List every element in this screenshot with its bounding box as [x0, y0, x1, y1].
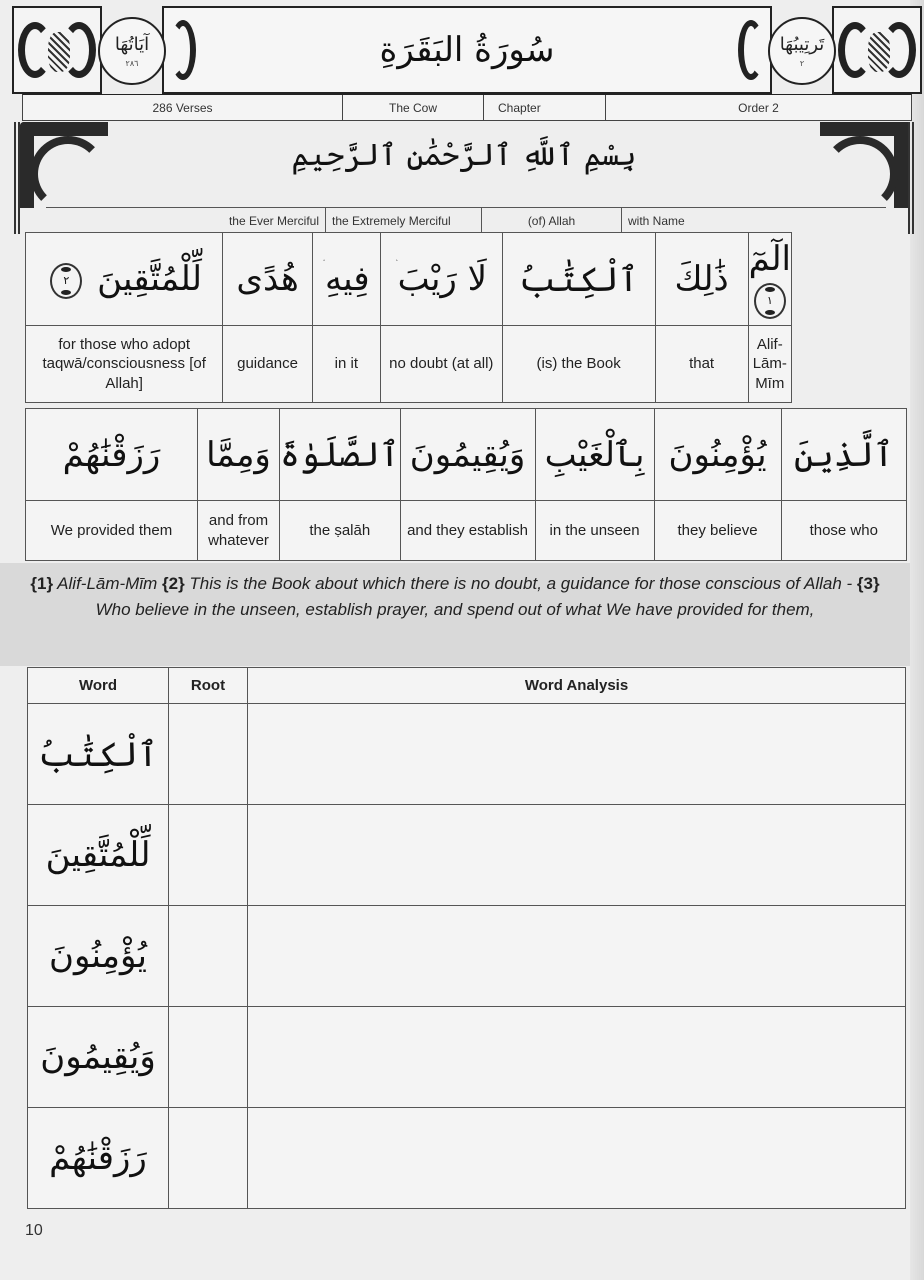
arabic-word	[312, 233, 380, 326]
bismillah-word-translation: (of) Allah	[482, 208, 622, 233]
analysis-word: لِّلْمُتَّقِينَ	[28, 805, 169, 906]
order-label: تَرتِيبُهَا	[779, 34, 825, 55]
arabic-word: ٱلْكِتَٰبُ	[502, 233, 655, 326]
word-translation: We provided them	[26, 501, 198, 561]
root-input[interactable]	[169, 1007, 248, 1108]
arabic-word: وَمِمَّا	[198, 409, 280, 501]
ayah-end-marker-icon: ٢	[50, 263, 82, 299]
analysis-input[interactable]	[248, 704, 906, 805]
page-number: 10	[25, 1222, 43, 1239]
arabic-word-text: فِيهِ	[324, 259, 370, 299]
swirl-ornament-icon	[738, 20, 764, 80]
analysis-input[interactable]	[248, 1108, 906, 1209]
english-row	[26, 326, 792, 403]
word-translation: that	[655, 326, 748, 403]
word-translation: and they establish	[400, 501, 535, 561]
arabic-row	[26, 233, 792, 326]
analysis-header-row	[28, 668, 906, 704]
root-input[interactable]	[169, 805, 248, 906]
analysis-row	[28, 1108, 906, 1209]
column-header-analysis: Word Analysis	[248, 668, 906, 704]
word-translation: in the unseen	[535, 501, 654, 561]
analysis-row	[28, 1007, 906, 1108]
surah-info-row	[22, 94, 912, 121]
word-translation: (is) the Book	[502, 326, 655, 403]
verse-text: Alif-Lām-Mīm	[53, 574, 163, 593]
arabic-word: ٱلصَّلَوٰةَ	[280, 409, 401, 501]
ornament-panel-left	[12, 6, 102, 94]
arabic-word-text: الٓمٓ	[748, 239, 791, 279]
swirl-ornament-icon	[18, 22, 52, 78]
arabic-word: يُؤْمِنُونَ	[654, 409, 781, 501]
verse-count-number: ٢٨٦	[125, 59, 139, 68]
analysis-row	[28, 704, 906, 805]
word-translation: they believe	[654, 501, 781, 561]
swirl-ornament-icon	[62, 22, 96, 78]
word-translation: in it	[312, 326, 380, 403]
arabic-word: رَزَقْنَٰهُمْ	[26, 409, 198, 501]
column-header-root: Root	[169, 668, 248, 704]
chapter-label: Chapter	[484, 95, 606, 120]
analysis-word: ٱلْكِتَٰبُ	[28, 704, 169, 805]
root-input[interactable]	[169, 1108, 248, 1209]
ornament-panel-right	[832, 6, 922, 94]
word-translation: and from whatever	[198, 501, 280, 561]
bismillah-arabic: بِسْمِ ٱللَّهِ ٱلرَّحْمَٰنِ ٱلرَّحِيمِ	[291, 138, 637, 173]
root-input[interactable]	[169, 704, 248, 805]
arabic-word: ٱلَّذِينَ	[781, 409, 906, 501]
order-medallion	[768, 17, 836, 85]
analysis-word: رَزَقْنَٰهُمْ	[28, 1108, 169, 1209]
verse-text: Who believe in the unseen, establish prayer, and spend out of what We have provided for them,	[95, 600, 815, 619]
swirl-ornament-icon	[838, 22, 872, 78]
bismillah-frame	[14, 122, 914, 234]
analysis-word: يُؤْمِنُونَ	[28, 906, 169, 1007]
arabic-word: بِٱلْغَيْبِ	[535, 409, 654, 501]
verse-count-medallion	[98, 17, 166, 85]
word-translation: the ṣalāh	[280, 501, 401, 561]
verse-count-label: آيَاتُهَا	[114, 34, 150, 55]
analysis-word: وَيُقِيمُونَ	[28, 1007, 169, 1108]
bismillah-translation-row	[46, 207, 886, 233]
surah-name-english: The Cow	[343, 95, 484, 120]
analysis-row	[28, 906, 906, 1007]
arabic-word: وَيُقِيمُونَ	[400, 409, 535, 501]
verse-translation	[0, 563, 910, 666]
arabic-word: ذَٰلِكَ	[655, 233, 748, 326]
word-analysis-table	[27, 667, 906, 1209]
word-translation: guidance	[223, 326, 312, 403]
verse-count-text: 286 Verses	[23, 95, 343, 120]
arabic-word	[26, 233, 223, 326]
verse-block-2	[25, 408, 907, 561]
analysis-input[interactable]	[248, 1007, 906, 1108]
english-row	[26, 501, 907, 561]
order-text: Order 2	[738, 100, 779, 115]
bismillah-word-translation: with Name	[628, 213, 685, 228]
root-input[interactable]	[169, 906, 248, 1007]
title-panel	[162, 6, 772, 94]
swirl-ornament-icon	[170, 20, 196, 80]
verse-number: {2}	[162, 574, 185, 593]
analysis-row	[28, 805, 906, 906]
verse-block-1	[25, 232, 792, 403]
bismillah-word-translation: the Ever Merciful	[46, 208, 326, 233]
analysis-input[interactable]	[248, 805, 906, 906]
word-translation: Alif-Lām-Mīm	[748, 326, 791, 403]
verse-number: {3}	[856, 574, 880, 593]
word-translation: those who	[781, 501, 906, 561]
surah-header	[12, 6, 922, 96]
arabic-word	[380, 233, 502, 326]
word-translation: no doubt (at all)	[380, 326, 502, 403]
verse-number: {1}	[30, 574, 54, 593]
arabic-word-text: لَا رَيْبَ	[397, 259, 488, 299]
swirl-ornament-icon	[882, 22, 916, 78]
column-header-word: Word	[28, 668, 169, 704]
verse-text: This is the Book about which there is no doubt, a guidance for those conscious of Allah -	[184, 574, 857, 593]
analysis-input[interactable]	[248, 906, 906, 1007]
arabic-row	[26, 409, 907, 501]
word-translation: for those who adopt taqwā/consciousness [of Allah]	[26, 326, 223, 403]
ayah-end-marker-icon: ١	[754, 283, 786, 319]
order-number: ٢	[799, 59, 805, 68]
arabic-word	[748, 233, 791, 326]
arabic-word: هُدًى	[223, 233, 312, 326]
surah-title: سُورَةُ البَقَرَةِ	[379, 30, 555, 70]
arabic-word-text: لِّلْمُتَّقِينَ	[97, 259, 203, 299]
bismillah-word-translation: the Extremely Merciful	[326, 208, 482, 233]
